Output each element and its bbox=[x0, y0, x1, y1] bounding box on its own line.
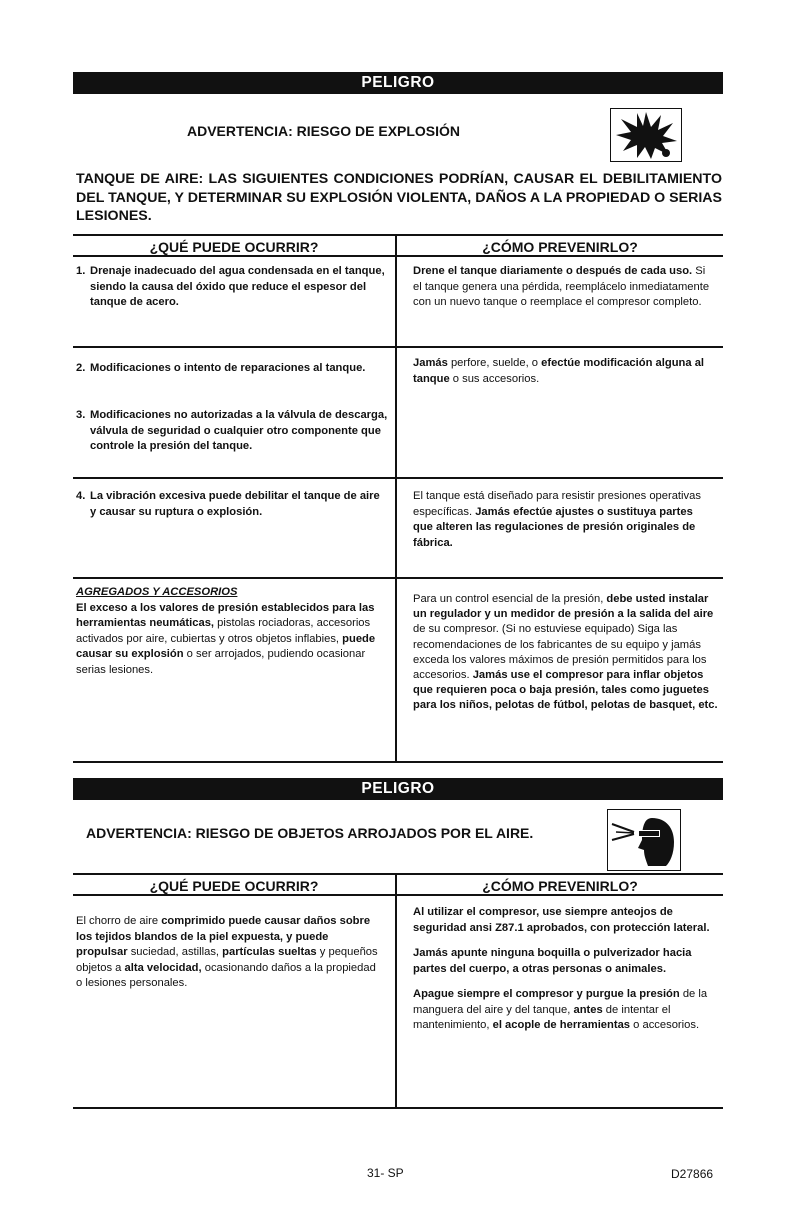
row-2-prevention bbox=[413, 356, 719, 387]
table2-col-how: ¿CÓMO PREVENIRLO? bbox=[482, 878, 638, 894]
table2-divider bbox=[395, 873, 397, 1109]
page-number: 31- SP bbox=[367, 1166, 404, 1180]
table2-bottom-rule bbox=[73, 1107, 723, 1109]
airborne-risk-text-3: y pequeños objetos a bbox=[76, 946, 378, 974]
row-5-prevention-bold-1: debe usted instalar un regulador y un medidor de presión a la salida del aire bbox=[413, 593, 714, 621]
airborne-risk-bold-3: alta velocidad, bbox=[124, 961, 202, 974]
table1-bottom-rule bbox=[73, 761, 723, 763]
warning-title-2: ADVERTENCIA: RIESGO DE OBJETOS ARROJADOS POR EL AIRE. bbox=[86, 825, 534, 841]
table1-head-rule bbox=[73, 255, 395, 257]
row-4-risk-text: La vibración excesiva puede debilitar el tanque de aire y causar su ruptura o explosión. bbox=[90, 490, 380, 518]
tank-intro-text: TANQUE DE AIRE: LAS SIGUIENTES CONDICIONES PODRÍAN, CAUSAR EL DEBILITAMIENTO DEL TANQUE, Y DETERMINAR SU EXPLOSIÓN VIOLENTA, DAÑOS A LA PROPIEDAD O SERIAS LESIONES. bbox=[76, 171, 722, 224]
airborne-prevention bbox=[413, 905, 721, 1034]
row-5-risk-bold-1: El exceso a los valores de presión establecidos para las herramientas neumáticas, bbox=[76, 601, 375, 629]
airborne-risk-text-4: ocasionando daños a la propiedad o lesiones personales. bbox=[76, 961, 376, 989]
row-4-prevention-text: El tanque está diseñado para resistir presiones operativas específicas. bbox=[413, 490, 701, 518]
table1-col-what: ¿QUÉ PUEDE OCURRIR? bbox=[149, 239, 319, 255]
row-2-number: 2. bbox=[76, 362, 86, 374]
row-3-risk bbox=[76, 408, 388, 455]
table2-head-rule bbox=[73, 894, 723, 896]
row-5-prevention-bold-2: Jamás use el compresor para inflar objetos que requieren poca o baja presión, tales como juguetes para los niños, pelotas de fútbol, pelotas de basquet, etc. bbox=[413, 669, 718, 712]
eye-protection-icon bbox=[607, 809, 681, 871]
table1-divider bbox=[395, 234, 397, 762]
explosion-icon bbox=[610, 108, 682, 162]
prevention-no-aim: Jamás apunte ninguna boquilla o pulverizador hacia partes del cuerpo, a otras personas o animales. bbox=[413, 947, 692, 975]
row-5-risk-text-1: pistolas rociadoras, accesorios activados por aire, cubiertas y otros objetos inflabies, bbox=[76, 617, 371, 645]
row-2-risk-text: Modificaciones o intento de reparaciones al tanque. bbox=[90, 362, 366, 374]
accessories-heading: AGREGADOS Y ACCESORIOS bbox=[76, 586, 238, 598]
danger-banner: PELIGRO bbox=[73, 72, 723, 94]
row-4-risk bbox=[76, 489, 388, 520]
row-4-prevention bbox=[413, 489, 713, 551]
row-5-risk-text-2: o ser arrojados, pudiendo ocasionar serias lesiones. bbox=[76, 648, 366, 676]
row-1-prevention-bold: Drene el tanque diariamente o después de cada uso. bbox=[413, 265, 693, 277]
row-4-number: 4. bbox=[76, 490, 86, 502]
table1-top-rule bbox=[73, 234, 723, 236]
row-1-prevention-text: Si el tanque genera una pérdida, reemplácelo inmediatamente con un nuevo tanque o reemplace el compresor completo. bbox=[413, 265, 710, 308]
row-5-risk-bold-2: puede causar su explosión bbox=[76, 632, 376, 660]
purge-bold-1: Apague siempre el compresor y purgue la presión bbox=[413, 988, 680, 1000]
table1-col-how: ¿CÓMO PREVENIRLO? bbox=[482, 239, 638, 255]
danger-banner-2: PELIGRO bbox=[73, 778, 723, 800]
airborne-risk-text-2: suciedad, astillas, bbox=[127, 946, 223, 958]
row-2-prevention-bold-1: Jamás bbox=[413, 357, 448, 369]
row-2-prevention-bold-2: efectúe modificación alguna al tanque bbox=[413, 357, 705, 385]
row-1-rule bbox=[73, 346, 723, 348]
row-2-prevention-text-1: perfore, suelde, o bbox=[447, 357, 542, 369]
airborne-risk-text-1: El chorro de aire bbox=[76, 915, 162, 927]
table2-col-what: ¿QUÉ PUEDE OCURRIR? bbox=[149, 878, 319, 894]
row-5-prevention-text-2: de su compresor. (Si no estuviese equipado) Siga las recomendaciones de los fabricantes de su equipo y jamás exceda los valores máximos de presión permitidos para los accesorios. bbox=[413, 623, 707, 682]
row-5-prevention bbox=[413, 592, 719, 714]
row-3-number: 3. bbox=[76, 409, 86, 421]
document-code: D27866 bbox=[671, 1167, 714, 1181]
table1-head-rule-right bbox=[397, 255, 723, 257]
purge-text-1: de la manguera del aire y del tanque, bbox=[413, 988, 708, 1016]
row-5-prevention-text-1: Para un control esencial de la presión, bbox=[413, 593, 607, 605]
airborne-risk-bold-1: comprimido puede causar daños sobre los tejidos blandos de la piel expuesta, y puede propulsar bbox=[76, 915, 371, 958]
prevention-purge bbox=[413, 987, 721, 1034]
row-4-prevention-bold: Jamás efectúe ajustes o sustituya partes que alteren las regulaciones de presión originales de fábrica. bbox=[413, 505, 696, 549]
airborne-risk-bold-2: partículas sueltas bbox=[222, 946, 317, 958]
row-1-risk-text: Drenaje inadecuado del agua condensada en el tanque, siendo la causa del óxido que reduce el espesor del tanque de acero. bbox=[90, 265, 385, 308]
row-2-risk bbox=[76, 361, 388, 377]
purge-bold-3: el acople de herramientas bbox=[492, 1019, 631, 1031]
row-1-number: 1. bbox=[76, 265, 86, 277]
row-5-risk bbox=[76, 585, 376, 678]
row-2-prevention-text-2: o sus accesorios. bbox=[449, 372, 540, 385]
purge-text-3: o accesorios. bbox=[630, 1019, 700, 1031]
row-1-risk bbox=[76, 264, 388, 311]
row-4-rule bbox=[73, 577, 723, 579]
row-1-prevention bbox=[413, 264, 713, 311]
purge-bold-2: antes bbox=[573, 1003, 603, 1016]
row-3-risk-text: Modificaciones no autorizadas a la válvula de descarga, válvula de seguridad o cualquier otro componente que controle la presión del tanque. bbox=[90, 409, 388, 452]
purge-text-2: de intentar el mantenimiento, bbox=[413, 1003, 671, 1031]
airborne-risk bbox=[76, 914, 378, 992]
prevention-goggles: Al utilizar el compresor, use siempre anteojos de seguridad ansi Z87.1 aprobados, con protección lateral. bbox=[413, 906, 710, 934]
warning-title: ADVERTENCIA: RIESGO DE EXPLOSIÓN bbox=[187, 123, 461, 139]
table2-top-rule bbox=[73, 873, 723, 875]
row-2-rule bbox=[73, 477, 723, 479]
